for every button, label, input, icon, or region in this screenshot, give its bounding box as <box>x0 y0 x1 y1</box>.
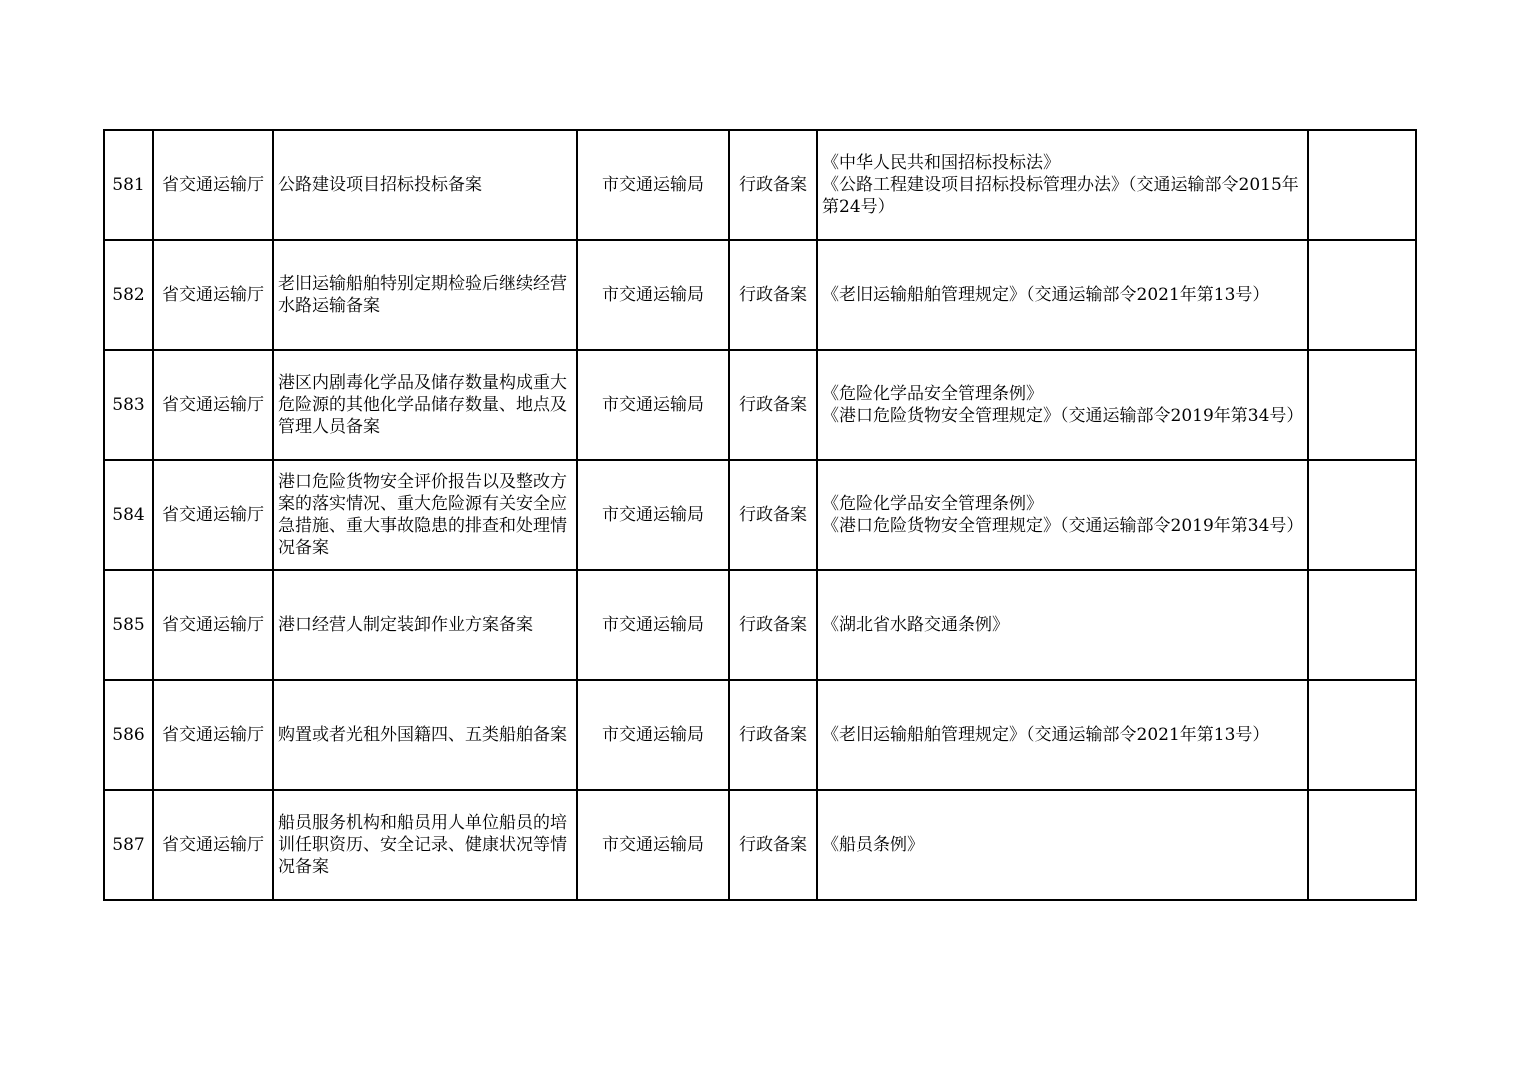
remark-cell <box>1308 130 1416 240</box>
item-name-cell: 港区内剧毒化学品及储存数量构成重大危险源的其他化学品储存数量、地点及管理人员备案 <box>273 350 577 460</box>
implementing-agency-cell: 市交通运输局 <box>577 460 729 570</box>
item-name-cell: 老旧运输船舶特别定期检验后继续经营水路运输备案 <box>273 240 577 350</box>
table-row <box>104 570 1416 680</box>
legal-basis-line: 《船员条例》 <box>822 835 924 855</box>
remark-cell <box>1308 790 1416 900</box>
table-row <box>104 680 1416 790</box>
legal-basis-cell <box>817 240 1308 350</box>
implementing-agency-cell: 市交通运输局 <box>577 790 729 900</box>
department-cell: 省交通运输厅 <box>153 130 273 240</box>
implementing-agency-cell: 市交通运输局 <box>577 240 729 350</box>
remark-cell <box>1308 570 1416 680</box>
type-cell: 行政备案 <box>729 240 817 350</box>
remark-cell <box>1308 680 1416 790</box>
legal-basis-line: 《老旧运输船舶管理规定》（交通运输部令2021年第13号） <box>822 725 1270 745</box>
remark-cell <box>1308 240 1416 350</box>
table-row <box>104 350 1416 460</box>
row-number: 585 <box>104 570 153 680</box>
item-name-cell: 购置或者光租外国籍四、五类船舶备案 <box>273 680 577 790</box>
legal-basis-cell <box>817 460 1308 570</box>
type-cell: 行政备案 <box>729 130 817 240</box>
type-cell: 行政备案 <box>729 350 817 460</box>
department-cell: 省交通运输厅 <box>153 350 273 460</box>
legal-basis-line: 《危险化学品安全管理条例》 <box>822 384 1043 404</box>
legal-basis-line: 《湖北省水路交通条例》 <box>822 615 1009 635</box>
row-number: 582 <box>104 240 153 350</box>
row-number: 586 <box>104 680 153 790</box>
department-cell: 省交通运输厅 <box>153 460 273 570</box>
remark-cell <box>1308 460 1416 570</box>
row-number: 584 <box>104 460 153 570</box>
implementing-agency-cell: 市交通运输局 <box>577 570 729 680</box>
legal-basis-line: 《公路工程建设项目招标投标管理办法》（交通运输部令2015年第24号） <box>822 175 1299 217</box>
item-name-cell: 公路建设项目招标投标备案 <box>273 130 577 240</box>
implementing-agency-cell: 市交通运输局 <box>577 680 729 790</box>
legal-basis-line: 《中华人民共和国招标投标法》 <box>822 153 1060 173</box>
table-row <box>104 240 1416 350</box>
legal-basis-cell <box>817 570 1308 680</box>
legal-basis-cell <box>817 790 1308 900</box>
table-row <box>104 460 1416 570</box>
department-cell: 省交通运输厅 <box>153 570 273 680</box>
row-number: 583 <box>104 350 153 460</box>
legal-basis-line: 《港口危险货物安全管理规定》（交通运输部令2019年第34号） <box>822 406 1304 426</box>
item-name-cell: 港口危险货物安全评价报告以及整改方案的落实情况、重大危险源有关安全应急措施、重大事故隐患的排查和处理情况备案 <box>273 460 577 570</box>
implementing-agency-cell: 市交通运输局 <box>577 130 729 240</box>
item-name-cell: 船员服务机构和船员用人单位船员的培训任职资历、安全记录、健康状况等情况备案 <box>273 790 577 900</box>
legal-basis-cell <box>817 680 1308 790</box>
legal-basis-cell <box>817 350 1308 460</box>
legal-basis-line: 《老旧运输船舶管理规定》（交通运输部令2021年第13号） <box>822 285 1270 305</box>
type-cell: 行政备案 <box>729 680 817 790</box>
remark-cell <box>1308 350 1416 460</box>
type-cell: 行政备案 <box>729 570 817 680</box>
department-cell: 省交通运输厅 <box>153 790 273 900</box>
type-cell: 行政备案 <box>729 460 817 570</box>
table-row <box>104 790 1416 900</box>
department-cell: 省交通运输厅 <box>153 240 273 350</box>
item-name-cell: 港口经营人制定装卸作业方案备案 <box>273 570 577 680</box>
row-number: 581 <box>104 130 153 240</box>
implementing-agency-cell: 市交通运输局 <box>577 350 729 460</box>
table-row <box>104 130 1416 240</box>
legal-basis-line: 《危险化学品安全管理条例》 <box>822 494 1043 514</box>
legal-basis-line: 《港口危险货物安全管理规定》（交通运输部令2019年第34号） <box>822 516 1304 536</box>
legal-basis-cell <box>817 130 1308 240</box>
type-cell: 行政备案 <box>729 790 817 900</box>
row-number: 587 <box>104 790 153 900</box>
record-table <box>103 129 1417 901</box>
department-cell: 省交通运输厅 <box>153 680 273 790</box>
